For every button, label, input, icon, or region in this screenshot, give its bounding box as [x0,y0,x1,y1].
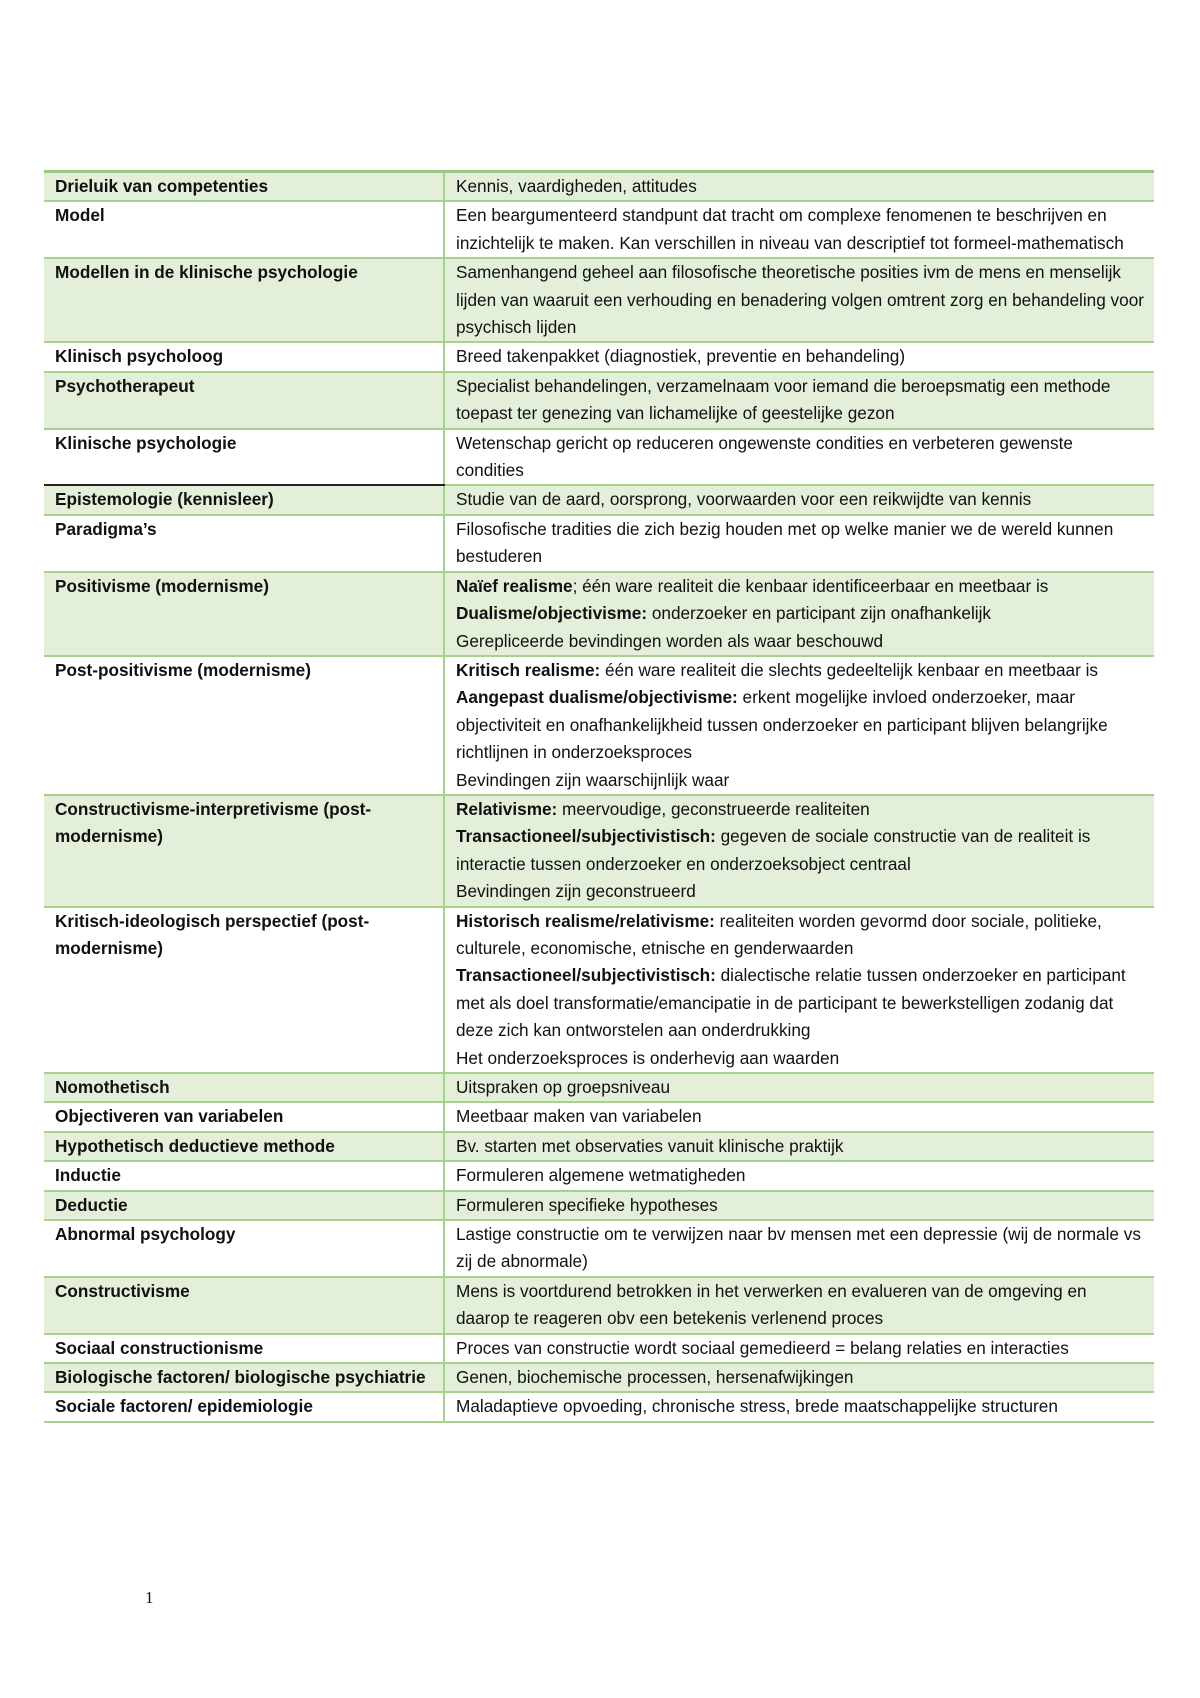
table-row [44,372,1154,429]
table-row [44,1161,1154,1190]
term-cell: Sociaal constructionisme [44,1334,444,1363]
term-cell: Model [44,201,444,258]
definition-cell: Maladaptieve opvoeding, chronische stress, brede maatschappelijke structuren [444,1392,1154,1421]
definition-line [456,908,1144,963]
table-row [44,342,1154,371]
definition-cell: Formuleren algemene wetmatigheden [444,1161,1154,1190]
table-row [44,172,1154,202]
bold-lead: Aangepast dualisme/objectivisme: [456,687,738,708]
line-rest: erkent mogelijke invloed onderzoeker, maar objectiviteit en onafhankelijkheid tussen onderzoeker en participant blijven belangrijke richtlijnen in onderzoeksproces [456,687,1108,763]
definition-cell [444,907,1154,1073]
term-cell: Deductie [44,1191,444,1220]
line-rest: meervoudige, geconstrueerde realiteiten [557,798,870,819]
table-row [44,795,1154,907]
bold-lead: Naïef realisme [456,575,573,596]
definition-cell: Meetbaar maken van variabelen [444,1102,1154,1131]
definition-line [456,657,1144,684]
bold-lead: Historisch realisme/relativisme: [456,910,715,931]
table-row [44,258,1154,342]
definition-cell: Specialist behandelingen, verzamelnaam voor iemand die beroepsmatig een methode toepast ter genezing van lichamelijke of geestelijke gezon [444,372,1154,429]
definition-cell: Bv. starten met observaties vanuit klinische praktijk [444,1132,1154,1161]
definition-cell: Proces van constructie wordt sociaal gemedieerd = belang relaties en interacties [444,1334,1154,1363]
definition-cell: Lastige constructie om te verwijzen naar bv mensen met een depressie (wij de normale vs zij de abnormale) [444,1220,1154,1277]
line-rest: ; één ware realiteit die kenbaar identificeerbaar en meetbaar is [572,575,1049,596]
table-row [44,1392,1154,1421]
table-row [44,1277,1154,1334]
definition-line [456,600,1144,627]
table-row [44,907,1154,1073]
definition-cell: Formuleren specifieke hypotheses [444,1191,1154,1220]
bold-lead: Relativisme: [456,798,558,819]
term-cell: Hypothetisch deductieve methode [44,1132,444,1161]
table-row [44,656,1154,795]
term-cell: Kritisch-ideologisch perspectief (post-modernisme) [44,907,444,1073]
term-cell: Modellen in de klinische psychologie [44,258,444,342]
definition-cell: Mens is voortdurend betrokken in het verwerken en evalueren van de omgeving en daarop te reageren obv een betekenis verlenend proces [444,1277,1154,1334]
glossary-table [44,170,1154,1423]
term-cell: Constructivisme-interpretivisme (post-modernisme) [44,795,444,907]
table-row [44,1220,1154,1277]
definition-cell: Samenhangend geheel aan filosofische theoretische posities ivm de mens en menselijk lijden van waaruit een verhouding en benadering volgen omtrent zorg en behandeling voor psychisch lijden [444,258,1154,342]
definition-cell: Uitspraken op groepsniveau [444,1073,1154,1102]
term-cell: Positivisme (modernisme) [44,572,444,656]
definition-cell: Studie van de aard, oorsprong, voorwaarden voor een reikwijdte van kennis [444,485,1154,514]
definition-cell [444,656,1154,795]
term-cell: Paradigma’s [44,515,444,572]
table-row [44,515,1154,572]
table-row [44,1073,1154,1102]
definition-cell: Breed takenpakket (diagnostiek, preventie en behandeling) [444,342,1154,371]
bold-lead: Kritisch realisme: [456,659,601,680]
definition-cell [444,572,1154,656]
term-cell: Post-positivisme (modernisme) [44,656,444,795]
line-rest: realiteiten worden gevormd door sociale, politieke, culturele, economische, etnische en genderwaarden [456,910,1102,958]
table-row [44,1363,1154,1392]
line-rest: gegeven de sociale constructie van de realiteit is interactie tussen onderzoeker en onderzoeksobject centraal [456,826,1091,874]
definition-line [456,573,1144,600]
bold-lead: Dualisme/objectivisme: [456,603,648,624]
definition-line [456,796,1144,823]
bold-lead: Transactioneel/subjectivistisch: [456,965,716,986]
term-cell: Klinisch psycholoog [44,342,444,371]
table-row [44,201,1154,258]
table-row [44,572,1154,656]
definition-cell [444,795,1154,907]
definition-line [456,823,1144,878]
table-row [44,1132,1154,1161]
table-row [44,1102,1154,1131]
definition-line: Bevindingen zijn geconstrueerd [456,881,696,902]
definition-cell: Filosofische tradities die zich bezig houden met op welke manier we de wereld kunnen bestuderen [444,515,1154,572]
definition-line: Gerepliceerde bevindingen worden als waar beschouwd [456,630,884,651]
definition-line: Het onderzoeksproces is onderhevig aan waarden [456,1047,840,1068]
term-cell: Drieluik van competenties [44,172,444,202]
term-cell: Nomothetisch [44,1073,444,1102]
term-cell: Sociale factoren/ epidemiologie [44,1392,444,1421]
definition-line [456,684,1144,766]
term-cell: Biologische factoren/ biologische psychiatrie [44,1363,444,1392]
term-cell: Klinische psychologie [44,429,444,486]
term-cell: Abnormal psychology [44,1220,444,1277]
line-rest: onderzoeker en participant zijn onafhankelijk [647,603,992,624]
page-number: 1 [145,1588,154,1607]
bold-lead: Transactioneel/subjectivistisch: [456,826,716,847]
table-row [44,1191,1154,1220]
definition-cell: Genen, biochemische processen, hersenafwijkingen [444,1363,1154,1392]
term-cell: Psychotherapeut [44,372,444,429]
table-row [44,485,1154,514]
definition-cell: Wetenschap gericht op reduceren ongewenste condities en verbeteren gewenste condities [444,429,1154,486]
definition-line: Bevindingen zijn waarschijnlijk waar [456,769,730,790]
line-rest: dialectische relatie tussen onderzoeker en participant met als doel transformatie/emancipatie in de participant te bewerkstelligen zodanig dat deze zich kan ontworstelen aan onderdrukking [456,965,1126,1041]
line-rest: één ware realiteit die slechts gedeeltelijk kenbaar en meetbaar is [600,659,1099,680]
term-cell: Epistemologie (kennisleer) [44,485,444,514]
definition-cell: Een beargumenteerd standpunt dat tracht om complexe fenomenen te beschrijven en inzichtelijk te maken. Kan verschillen in niveau van descriptief tot formeel-mathematisch [444,201,1154,258]
definition-cell: Kennis, vaardigheden, attitudes [444,172,1154,202]
table-row [44,1334,1154,1363]
definition-line [456,962,1144,1044]
table-row [44,429,1154,486]
term-cell: Constructivisme [44,1277,444,1334]
term-cell: Objectiveren van variabelen [44,1102,444,1131]
term-cell: Inductie [44,1161,444,1190]
